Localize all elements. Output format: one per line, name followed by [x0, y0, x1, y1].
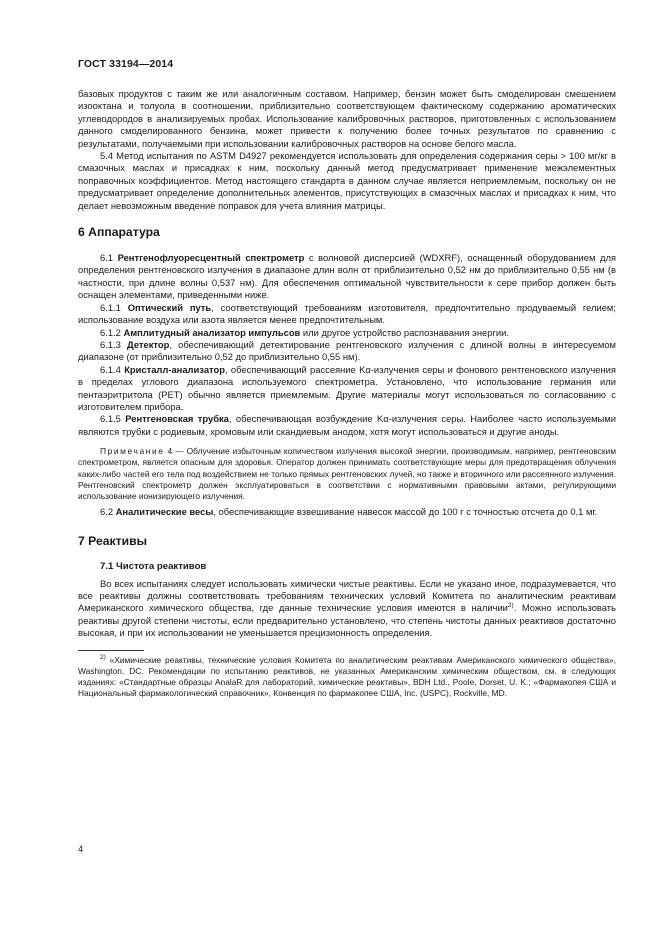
document-page [78, 58, 616, 699]
paragraph-6-2: 6.2 Аналитические весы, обеспечивающие взвешивание навесок массой до 100 г с точностью отсчета до 0,1 мг. [100, 506, 598, 518]
section-7-heading: 7 Реактивы [78, 533, 148, 548]
term-spectrometer: Рентгенофлуоресцентный спектрометр [117, 252, 305, 264]
footnote-ref: 2) [507, 602, 514, 610]
paragraph-6-1: 6.1 Рентгенофлуоресцентный спектрометр с волновой дисперсией (WDXRF), оснащенный оборудованием для определения рентгеновского излучения в диапазоне длин волн от приблизительно 0,52 нм до приблизительно 0,55 нм (в частности, при длине волны 0,537 нм). Для обеспечения оптимальной чувствительности к сере прибор должен быть оснащен элементами, приведенными ниже. [78, 252, 616, 301]
section-6-heading: 6 Аппаратура [78, 225, 160, 240]
paragraph-6-1-5: 6.1.5 Рентгеновская трубка, обеспечивающая возбуждение Kα-излучения серы. Наиболее часто используемыми являются трубки с родиевым, хромовым или скандиевым анодом, хотя могут использоваться и другие аноды. [78, 413, 616, 437]
term-crystal-analyzer: Кристалл-анализатор [124, 363, 225, 375]
paragraph-continuation: базовых продуктов с таким же или аналогичным составом. Например, бензин может быть смоделирован смешением изооктана и толуола в соотношении, приблизительно соответствующем фактическому содержанию ароматических углеводородов в анализируемых пробах. Использование калибровочных растворов, приготовленных с использованием данного смоделированного бензина, может привести к получению более точных результатов по сравнению с результатами, получаемыми при использовании калибровочных растворов на основе белого масла. [78, 88, 616, 149]
paragraph-7-1: Во всех испытаниях следует использовать химически чистые реактивы. Если не указано иное, подразумевается, что все реактивы должны соответствовать требованиям технических условий Комитета по аналитическим реактивам Американского химического общества, где данные технические условия имеются в наличии$^{2)}$. Можно использовать реактивы другой степени чистоты, если предварительно установлено, что степень чистоты данных реактивов достаточно высокая, и при их использовании не уменьшается прецизионность определения. [78, 577, 616, 639]
page-number: 4 [78, 843, 84, 854]
note-4: Примечание 4 — Облучение избыточным количеством излучения высокой энергии, производимым, например, рентгеновским спектрометром, является опасным для здоровья. Оператор должен принимать соответствующие меры для предотвращения облучения каких-либо частей его тела под воздействием не только прямых рентгеновских лучей, но также и вторичного или рассеянного излучения. Рентгеновский спектрометр должен эксплуатироваться в соответствии с нормативными правовыми актами, регулирующими использование ионизирующего излучения. [78, 446, 616, 501]
footnote-2: $^{2)}$ «Химические реактивы, технические условия Комитета по аналитическим реактивам Американского химического общества», Washington, DC. Рекомендации по испытанию реактивов, не указанных Американским химическим обществом, см. в следующих изданиях: «Стандартные образцы AnalaR для лабораторий, химические реактивы», BDH Ltd., Poole, Dorset, U. K.; «Фармакопея США и Национальный фармакологический справочник», Конвенция по фармакопее США, Inc. (USPC), Rockville, MD. [78, 653, 616, 699]
term-detector: Детектор [127, 338, 170, 350]
term-pulse-analyzer: Амплитудный анализатор импульсов [123, 326, 301, 338]
document-header: ГОСТ 33194—2014 [78, 58, 174, 70]
paragraph-6-1-1: 6.1.1 Оптический путь, соответствующий требованиям изготовителя, предпочтительно продуваемый гелием; использование воздуха или азота является менее предпочтительным. [78, 301, 616, 326]
term-balance: Аналитические весы [115, 506, 214, 518]
paragraph-6-1-3: 6.1.3 Детектор, обеспечивающий детектирование рентгеновского излучения с длиной волны в интересуемом диапазоне (от приблизительно 0,52 до приблизительно 0,55 нм). [78, 338, 616, 363]
footnote-divider [78, 650, 144, 651]
paragraph-5-4: 5.4 Метод испытания по ASTM D4927 рекомендуется использовать для определения содержания серы > 100 мг/кг в смазочных маслах и присадках к ним, поскольку данный метод предусматривает применение межэлементных поправочных коэффициентов. Метод настоящего стандарта в данном случае является неприемлемым, поскольку он не предусматривает определение дополнительных элементов, присутствующих в смазочных маслах и присадках к ним, что делает невозможным введение поправок для учета влияния матрицы. [78, 150, 616, 211]
paragraph-6-1-4: 6.1.4 Кристалл-анализатор, обеспечивающий рассеяние Kα-излучения серы и фонового рентгеновского излучения в пределах углового диапазона используемого спектрометра. Установлено, что использование германия или пентаэритритола (PET) обычно является приемлемым. Другие материалы могут использоваться по согласованию с изготовителем прибора. [78, 363, 616, 412]
term-xray-tube: Рентгеновская трубка [125, 413, 229, 425]
footnote-mark: 2) [100, 653, 106, 661]
term-optical-path: Оптический путь [127, 301, 212, 313]
paragraph-6-1-2: 6.1.2 Амплитудный анализатор импульсов или другое устройство распознавания энергии. [100, 326, 509, 338]
note-label: Примечание [100, 446, 165, 457]
subsection-7-1-heading: 7.1 Чистота реактивов [100, 560, 207, 572]
